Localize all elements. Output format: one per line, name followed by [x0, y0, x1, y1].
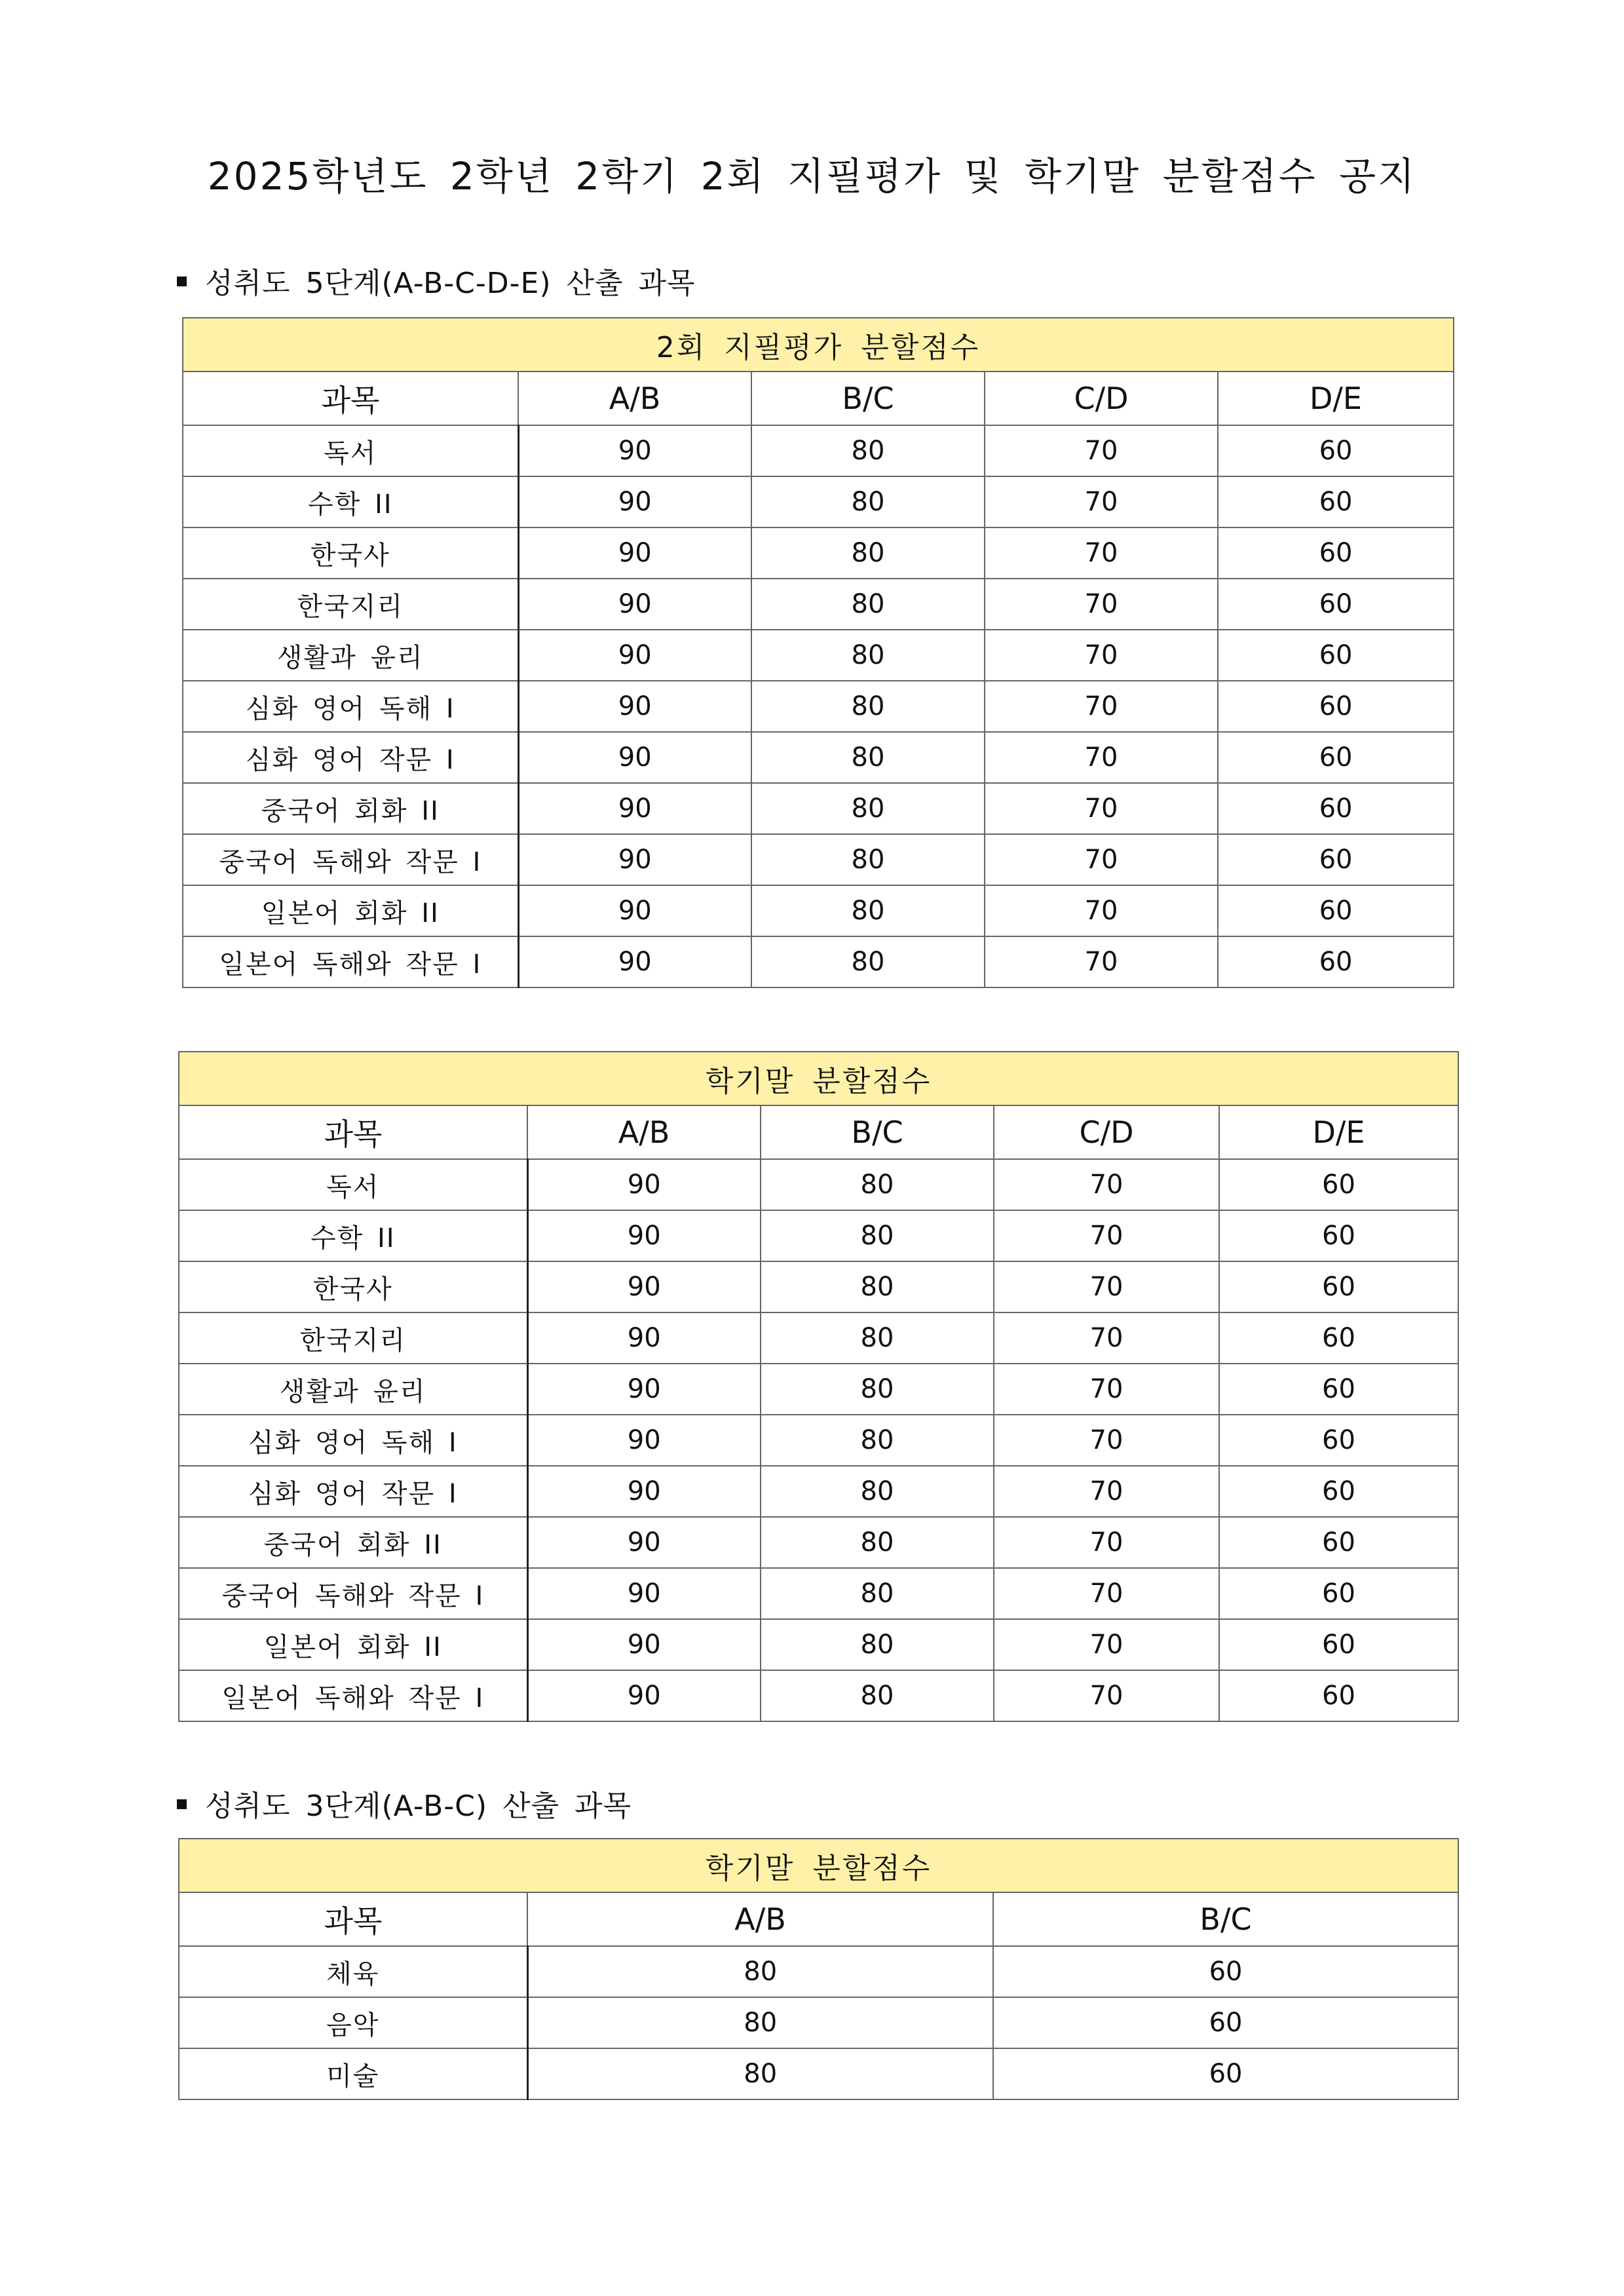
table-row — [179, 1159, 1458, 1210]
table-row — [183, 425, 1454, 476]
cut-score-cell: 90 — [527, 1364, 761, 1415]
cut-score-cell: 60 — [1218, 783, 1454, 834]
cut-score-cell: 80 — [761, 1670, 994, 1721]
cut-score-cell: 90 — [527, 1312, 761, 1364]
cut-score-cell: 70 — [985, 681, 1218, 732]
cut-score-cell: 70 — [985, 732, 1218, 783]
column-header-cut: A/B — [527, 1892, 993, 1946]
cut-score-cell: 60 — [993, 1946, 1458, 1997]
table-row — [183, 630, 1454, 681]
subject-cell: 한국지리 — [179, 1312, 527, 1364]
cut-score-cell: 90 — [518, 681, 751, 732]
cut-score-cell: 80 — [761, 1364, 994, 1415]
subject-cell: 음악 — [179, 1997, 527, 2048]
column-header-subject: 과목 — [179, 1105, 527, 1159]
cut-score-cell: 80 — [751, 527, 985, 579]
cut-score-cell: 60 — [1219, 1364, 1458, 1415]
column-header-cut: B/C — [751, 372, 985, 425]
subject-cell: 생활과 윤리 — [179, 1364, 527, 1415]
table-caption-row — [179, 1052, 1458, 1105]
cut-score-cell: 80 — [761, 1415, 994, 1466]
cut-score-cell: 90 — [518, 527, 751, 579]
cut-score-cell: 90 — [518, 834, 751, 885]
cut-score-cell: 60 — [1219, 1159, 1458, 1210]
cut-score-cell: 90 — [527, 1261, 761, 1312]
table-header-row — [179, 1105, 1458, 1159]
cut-score-cell: 60 — [1219, 1210, 1458, 1261]
subject-cell: 심화 영어 작문 I — [179, 1466, 527, 1517]
square-bullet-icon — [177, 277, 187, 286]
section-heading-text: 성취도 5단계(A-B-C-D-E) 산출 과목 — [205, 267, 696, 300]
cut-score-cell: 70 — [994, 1568, 1219, 1619]
table-row — [183, 527, 1454, 579]
cut-score-cell: 80 — [761, 1159, 994, 1210]
table-caption-row — [179, 1839, 1458, 1892]
subject-cell: 중국어 회화 II — [179, 1517, 527, 1568]
cut-score-cell: 70 — [994, 1670, 1219, 1721]
column-header-subject: 과목 — [179, 1892, 527, 1946]
cut-score-cell: 70 — [985, 579, 1218, 630]
midterm-cut-score-table — [182, 317, 1454, 988]
cut-score-cell: 70 — [985, 936, 1218, 987]
column-header-subject: 과목 — [183, 372, 518, 425]
table-row — [179, 1312, 1458, 1364]
column-header-cut: C/D — [985, 372, 1218, 425]
cut-score-cell: 80 — [527, 1946, 993, 1997]
cut-score-cell: 60 — [1219, 1466, 1458, 1517]
cut-score-cell: 60 — [1219, 1670, 1458, 1721]
subject-cell: 중국어 독해와 작문 I — [179, 1568, 527, 1619]
cut-score-cell: 60 — [1218, 681, 1454, 732]
cut-score-cell: 70 — [985, 476, 1218, 527]
cut-score-cell: 70 — [994, 1619, 1219, 1670]
semester-three-level-cut-score-table — [178, 1838, 1459, 2100]
cut-score-cell: 60 — [993, 2048, 1458, 2099]
subject-cell: 생활과 윤리 — [183, 630, 518, 681]
cut-score-cell: 90 — [527, 1210, 761, 1261]
cut-score-cell: 70 — [994, 1364, 1219, 1415]
cut-score-cell: 90 — [518, 783, 751, 834]
subject-cell: 독서 — [183, 425, 518, 476]
cut-score-cell: 90 — [518, 579, 751, 630]
table-row — [179, 1415, 1458, 1466]
table-row — [179, 1517, 1458, 1568]
subject-cell: 독서 — [179, 1159, 527, 1210]
cut-score-cell: 70 — [994, 1415, 1219, 1466]
cut-score-cell: 90 — [527, 1568, 761, 1619]
cut-score-cell: 90 — [518, 885, 751, 936]
subject-cell: 한국사 — [179, 1261, 527, 1312]
cut-score-cell: 70 — [994, 1517, 1219, 1568]
subject-cell: 중국어 회화 II — [183, 783, 518, 834]
cut-score-cell: 70 — [985, 834, 1218, 885]
cut-score-cell: 90 — [518, 936, 751, 987]
cut-score-cell: 60 — [1218, 732, 1454, 783]
section-heading-text: 성취도 3단계(A-B-C) 산출 과목 — [205, 1789, 632, 1823]
cut-score-cell: 80 — [761, 1517, 994, 1568]
cut-score-cell: 90 — [527, 1415, 761, 1466]
cut-score-cell: 60 — [1219, 1619, 1458, 1670]
table-row — [179, 1568, 1458, 1619]
cut-score-cell: 70 — [985, 527, 1218, 579]
subject-cell: 일본어 회화 II — [183, 885, 518, 936]
cut-score-cell: 80 — [527, 1997, 993, 2048]
table-row — [179, 1670, 1458, 1721]
cut-score-cell: 80 — [751, 936, 985, 987]
cut-score-cell: 90 — [527, 1670, 761, 1721]
cut-score-cell: 70 — [985, 885, 1218, 936]
cut-score-cell: 90 — [518, 630, 751, 681]
table-row — [183, 476, 1454, 527]
cut-score-cell: 80 — [527, 2048, 993, 2099]
cut-score-cell: 80 — [751, 834, 985, 885]
cut-score-cell: 80 — [751, 579, 985, 630]
subject-cell: 일본어 독해와 작문 I — [179, 1670, 527, 1721]
column-header-cut: B/C — [993, 1892, 1458, 1946]
section-heading-five-level — [177, 259, 695, 301]
table-caption: 학기말 분할점수 — [179, 1839, 1458, 1892]
table-row — [179, 1261, 1458, 1312]
subject-cell: 수학 II — [183, 476, 518, 527]
table-row — [179, 1997, 1458, 2048]
subject-cell: 미술 — [179, 2048, 527, 2099]
cut-score-cell: 60 — [993, 1997, 1458, 2048]
table-row — [183, 936, 1454, 987]
cut-score-cell: 60 — [1219, 1312, 1458, 1364]
table-row — [183, 579, 1454, 630]
cut-score-cell: 70 — [985, 630, 1218, 681]
cut-score-cell: 90 — [527, 1159, 761, 1210]
table-row — [179, 1946, 1458, 1997]
cut-score-cell: 60 — [1218, 630, 1454, 681]
table-row — [183, 783, 1454, 834]
cut-score-cell: 60 — [1218, 885, 1454, 936]
cut-score-cell: 60 — [1218, 936, 1454, 987]
cut-score-cell: 60 — [1218, 834, 1454, 885]
table-row — [179, 2048, 1458, 2099]
table-row — [183, 834, 1454, 885]
cut-score-cell: 90 — [527, 1517, 761, 1568]
cut-score-cell: 80 — [751, 630, 985, 681]
cut-score-cell: 80 — [751, 732, 985, 783]
table-caption: 학기말 분할점수 — [179, 1052, 1458, 1105]
cut-score-cell: 90 — [527, 1619, 761, 1670]
subject-cell: 수학 II — [179, 1210, 527, 1261]
table-caption-row — [183, 318, 1454, 372]
table-row — [183, 885, 1454, 936]
cut-score-cell: 80 — [751, 885, 985, 936]
cut-score-cell: 60 — [1219, 1415, 1458, 1466]
semester-cut-score-table — [178, 1051, 1459, 1722]
cut-score-cell: 60 — [1219, 1261, 1458, 1312]
table-row — [179, 1466, 1458, 1517]
cut-score-cell: 80 — [761, 1261, 994, 1312]
cut-score-cell: 90 — [518, 476, 751, 527]
cut-score-cell: 90 — [527, 1466, 761, 1517]
cut-score-cell: 80 — [751, 783, 985, 834]
column-header-cut: D/E — [1218, 372, 1454, 425]
cut-score-cell: 70 — [985, 783, 1218, 834]
subject-cell: 한국지리 — [183, 579, 518, 630]
table-row — [183, 681, 1454, 732]
table-caption: 2회 지필평가 분할점수 — [183, 318, 1454, 372]
section-heading-three-level — [177, 1782, 632, 1824]
cut-score-cell: 80 — [761, 1466, 994, 1517]
subject-cell: 일본어 회화 II — [179, 1619, 527, 1670]
cut-score-cell: 80 — [751, 681, 985, 732]
column-header-cut: C/D — [994, 1105, 1219, 1159]
cut-score-cell: 60 — [1219, 1517, 1458, 1568]
subject-cell: 체육 — [179, 1946, 527, 1997]
column-header-cut: B/C — [761, 1105, 994, 1159]
square-bullet-icon — [177, 1799, 187, 1809]
table-row — [179, 1210, 1458, 1261]
subject-cell: 심화 영어 독해 I — [183, 681, 518, 732]
cut-score-cell: 80 — [761, 1619, 994, 1670]
cut-score-cell: 80 — [761, 1568, 994, 1619]
cut-score-cell: 70 — [994, 1466, 1219, 1517]
table-row — [179, 1364, 1458, 1415]
subject-cell: 중국어 독해와 작문 I — [183, 834, 518, 885]
cut-score-cell: 80 — [751, 425, 985, 476]
subject-cell: 한국사 — [183, 527, 518, 579]
cut-score-cell: 70 — [994, 1312, 1219, 1364]
cut-score-cell: 70 — [994, 1261, 1219, 1312]
cut-score-cell: 60 — [1219, 1568, 1458, 1619]
cut-score-cell: 70 — [994, 1159, 1219, 1210]
page-title: 2025학년도 2학년 2학기 2회 지필평가 및 학기말 분할점수 공지 — [207, 154, 1417, 199]
cut-score-cell: 80 — [761, 1210, 994, 1261]
table-header-row — [183, 372, 1454, 425]
table-row — [183, 732, 1454, 783]
cut-score-cell: 60 — [1218, 527, 1454, 579]
cut-score-cell: 60 — [1218, 476, 1454, 527]
cut-score-cell: 90 — [518, 732, 751, 783]
subject-cell: 일본어 독해와 작문 I — [183, 936, 518, 987]
column-header-cut: D/E — [1219, 1105, 1458, 1159]
subject-cell: 심화 영어 독해 I — [179, 1415, 527, 1466]
cut-score-cell: 70 — [985, 425, 1218, 476]
subject-cell: 심화 영어 작문 I — [183, 732, 518, 783]
cut-score-cell: 80 — [761, 1312, 994, 1364]
cut-score-cell: 80 — [751, 476, 985, 527]
table-row — [179, 1619, 1458, 1670]
column-header-cut: A/B — [518, 372, 751, 425]
table-header-row — [179, 1892, 1458, 1946]
cut-score-cell: 60 — [1218, 425, 1454, 476]
cut-score-cell: 70 — [994, 1210, 1219, 1261]
cut-score-cell: 90 — [518, 425, 751, 476]
cut-score-cell: 60 — [1218, 579, 1454, 630]
column-header-cut: A/B — [527, 1105, 761, 1159]
